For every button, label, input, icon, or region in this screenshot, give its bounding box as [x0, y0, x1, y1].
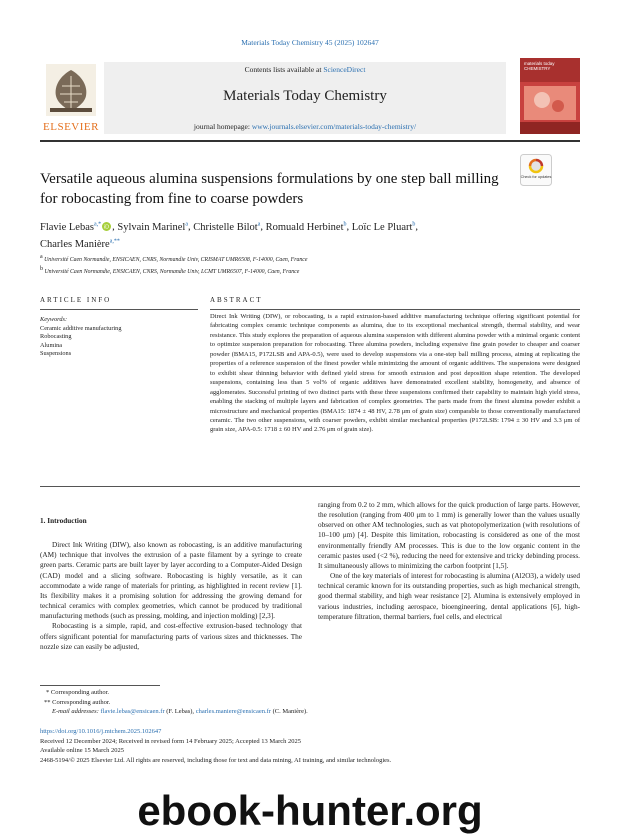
received-dates: Received 12 December 2024; Received in revised form 14 February 2025; Accepted 13 March 2025: [40, 737, 301, 745]
article-title: Versatile aqueous alumina suspensions formulations by one step ball milling for robocasting from fine to coarse powders: [40, 171, 499, 207]
keyword: Suspensions: [40, 350, 72, 358]
watermark: ebook-hunter.org: [137, 787, 483, 834]
footnotes: [40, 688, 580, 717]
abstract-text: Direct Ink Writing (DIW), or robocasting, is a rapid extrusion-based additive manufacturing technique offering significant potential for fabricating complex ceramic technique components as alumina, due to its exceptional mechanical strength, thermal stability, and wear resistance. This study explores the preparation of aqueous alumina suspension with different alumina powder with a minimal organic content to optimize suspension preparation for robocasting. Three alumina powders, including expensive fine grain powder to cheaper and coarser powder (BMA15, P172LSB and APA-0.5), were used to develop suspensions via a one-step ball milling process, aiming at replicating the properties of a reference suspension of the finest powder while minimizing the amount of organic additives. The suspensions were designed to exhibit shear thinning behavior with defined yield stress for smooth extrusion and post deposition shape retention. The developed suspensions, containing less than 5 vol% of organic additives have demonstrated excellent stability, homogeneity, and absence of agglomerates. Successful printing of two distinct parts with these three suspensions confirmed their capability to maintain high yield stress, enabling the stacking of multiple layers and fabrication of complex geometries. The parts made from the finest alumina powder exhibit a microstructure and mechanical properties (BMA15: 1874 ± 48 HV, 2.78 μm of grain size) comparable to those conventionally manufactured ceramic. The two other suspensions, with coarser powders, exhibit similar mechanical properties (P172LSB: 1794 ± 30 HV and 3.3 μm of grain size, APA-0.5: 1718 ± 60 HV and 2.76 μm of grain size).: [210, 313, 580, 434]
homepage-prefix: journal homepage:: [193, 122, 252, 131]
sciencedirect-link[interactable]: ScienceDirect: [323, 65, 366, 74]
journal-header: [104, 62, 506, 134]
keyword: Ceramic additive manufacturing: [40, 324, 122, 332]
email-link[interactable]: charles.maniere@ensicaen.fr: [195, 708, 271, 715]
online-date: Available online 15 March 2025: [40, 747, 124, 754]
article-info-heading: ARTICLE INFO: [40, 296, 112, 304]
publication-info: [40, 727, 580, 765]
keyword: Alumina: [40, 341, 63, 349]
footnote-divider: [40, 685, 160, 686]
affiliation: $^a$ Université Caen Normandie, ENSICAEN, CNRS, Normandie Univ, CRISMAT UMR6508, F-14000, Caen, France: [40, 254, 308, 263]
doi-link[interactable]: https://doi.org/10.1016/j.mtchem.2025.102647: [40, 728, 162, 735]
affiliation: $^b$ Université Caen Normandie, ENSICAEN, CNRS, Normandie Univ, LCMT UMR6507, F-14000, Caen, France: [40, 265, 300, 275]
check-updates-label: Check for updates: [520, 175, 552, 179]
copyright: 2468-5194/© 2025 Elsevier Ltd. All rights are reserved, including those for text and data mining, AI training, and similar technologies.: [40, 756, 392, 764]
publisher-name: ELSEVIER: [43, 121, 99, 133]
body-column-left: [40, 516, 302, 652]
check-updates-icon: [520, 154, 552, 186]
journal-reference[interactable]: Materials Today Chemistry 45 (2025) 102647: [241, 38, 379, 47]
article-info-divider: [40, 309, 198, 310]
author[interactable]: Christelle Bilot$^a$: [193, 221, 261, 233]
journal-cover-thumbnail[interactable]: [520, 58, 580, 134]
corresponding-author-note: ** Corresponding author.: [44, 698, 111, 706]
keywords-label: Keywords:: [40, 316, 68, 323]
corresponding-author-note: * Corresponding author.: [46, 689, 110, 696]
orcid-icon[interactable]: [102, 222, 111, 231]
svg-text:iD: iD: [104, 224, 110, 231]
section-heading: 1. Introduction: [40, 517, 87, 525]
paragraph: ranging from 0.2 to 2 mm, which allows for the quick production of large parts. However, the resolution (ranging from 400 μm to 1 mm) is generally lower than the values usually observed on other AM technologies, such as vat photopolymerization (with resolutions of 10–100 μm) [4]. Despite this limitation, robocasting is considered as one of the most environmentally friendly AM processes. This is due to the low organic content in the ceramic pastes used (<2 %), reducing the need for extensive and tricky debinding process. It simultaneously allows to minimizing the carbon footprint [1,5].: [318, 501, 580, 570]
contents-line: [104, 65, 506, 74]
homepage-line: [104, 122, 506, 131]
check-for-updates-badge[interactable]: [520, 154, 552, 186]
elsevier-logo: [40, 62, 102, 134]
header-divider: [40, 140, 580, 142]
abstract-bottom-divider: [40, 486, 580, 487]
abstract-divider: [210, 309, 580, 310]
author[interactable]: Sylvain Marinel$^a$: [117, 221, 188, 233]
keyword: Robocasting: [40, 333, 72, 341]
email-addresses: E-mail addresses: flavie.lebas@ensicaen.fr (F. Lebas), charles.maniere@ensicaen.fr (C. Manière).: [52, 708, 308, 715]
cover-text: materials today CHEMISTRY: [524, 61, 555, 71]
author[interactable]: Charles Manière$^{a,**}$: [40, 238, 120, 250]
author[interactable]: Flavie Lebas$^{a,*}$: [40, 221, 102, 233]
paragraph: Direct Ink Writing (DIW), also known as robocasting, is an additive manufacturing (AM) technique that involves the extrusion of a paste filament by a syringe to create green parts. Ceramic parts are built layer by layer according to a Computer-Aided Design (CAD) model and a slicing software. Robocasting is highly versatile, as it can accommodate a wide range of materials for printing, as highlighted in recent review [1]. Its flexibility makes it a promising solution for addressing the growing demand for technical ceramics with complex geometries, which cannot be produced by traditional manufacturing methods (such as pressing, molding, and injection molding) [2,3].: [40, 541, 302, 621]
paragraph: One of the key materials of interest for robocasting is alumina (Al2O3), a widely used technical ceramic known for its outstanding properties, such as high mechanical strength, good thermal stability, and high wear resistance [2]. Alumina is extensively employed in various industries, including aerospace, bioengineering, dental applications [6], high-temperature filtration, thermal barriers, fuel cells, and electrical: [318, 572, 580, 621]
author[interactable]: Romuald Herbinet$^b$: [265, 221, 347, 233]
paragraph: Robocasting is a simple, rapid, and cost-effective extrusion-based technology that offers significant potential for manufacturing parts of various sizes and thicknesses. The nozzle size can easily be adjusted,: [40, 622, 302, 651]
journal-name: Materials Today Chemistry: [223, 88, 387, 104]
journal-homepage-link[interactable]: www.journals.elsevier.com/materials-today-chemistry/: [251, 122, 417, 131]
contents-prefix: Contents lists available at: [244, 65, 324, 74]
email-link[interactable]: flavie.lebas@ensicaen.fr: [100, 708, 165, 715]
author-list: Flavie Lebas$^{a,*}$ iD , Sylvain Marinel$^a$, Christelle Bilot$^a$, Romuald Herbinet$^b$, Loïc Le Pluart$^b$, Charles Manière$^{a,**}$: [40, 221, 419, 250]
abstract-heading: ABSTRACT: [210, 296, 263, 304]
author[interactable]: Loïc Le Pluart$^b$: [351, 221, 416, 233]
affiliations: [40, 253, 580, 277]
keywords-block: [40, 316, 200, 359]
body-column-right: [318, 500, 580, 622]
